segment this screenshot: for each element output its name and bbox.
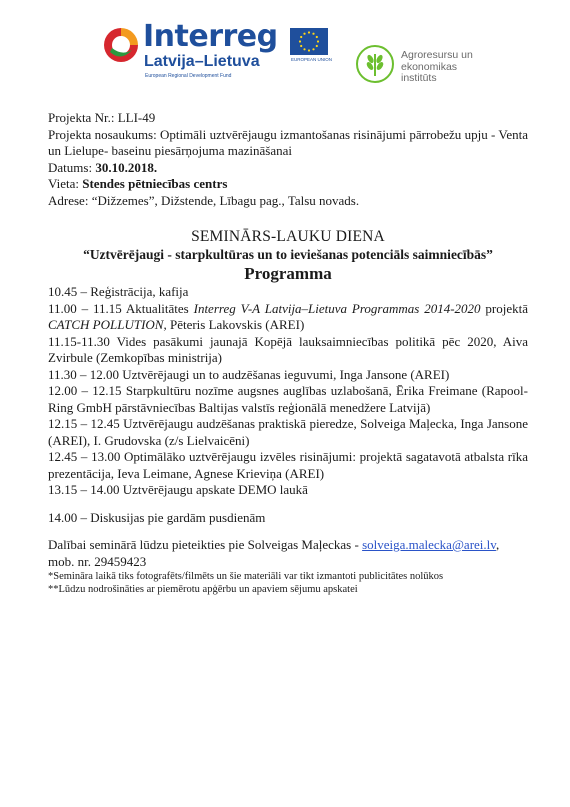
eu-flag-icon xyxy=(290,28,328,55)
arei-logo xyxy=(355,44,555,94)
interreg-fund: European Regional Development Fund xyxy=(145,73,232,79)
event-address: Adrese: “Dižzemes”, Dižstende, Lībagu pag., Talsu novads. xyxy=(48,192,360,208)
arei-name: Agroresursu un ekonomikas institūts xyxy=(401,49,473,84)
interreg-wordmark: Interreg xyxy=(143,19,278,54)
seminar-subtitle: “Uztvērējaugi - starpkultūras un to ieviešanas potenciāls saimniecībās” xyxy=(83,247,493,262)
photo-note: *Semināra laikā tiks fotografēts/filmēts un šie materiāli var tikt izmantoti publicitātes nolūkos xyxy=(48,571,444,582)
program-item: 12.45 – 13.00 Optimālāko uztvērējaugu izvēles risinājumi: projektā sagatavotā atbalsta rīka prezentācija, Ieva Leimane, Agnese Krieviņa (AREI) xyxy=(48,449,528,481)
program-item: 13.15 – 14.00 Uztvērējaugu apskate DEMO laukā xyxy=(48,482,308,497)
program-item: 12.15 – 12.45 Uztvērējaugu audzēšanas praktiskā pieredze, Solveiga Maļecka, Inga Jansone (AREI), I. Grudovska (z/s Lielvaicēni) xyxy=(48,416,528,448)
program-item: 11.00 – 11.15 Aktualitātes Interreg V-A Latvija–Lietuva Programmas 2014-2020 projektā CATCH POLLUTION, Pēteris Lakovskis (AREI) xyxy=(48,300,528,332)
program-item: 11.30 – 12.00 Uztvērējaugi un to audzēšanas ieguvumi, Inga Jansone (AREI) xyxy=(48,366,450,382)
project-number: Projekta Nr.: LLI-49 xyxy=(48,110,156,125)
program-item: 12.00 – 12.15 Starpkultūru nozīme augsnes auglības uzlabošanā, Ērika Freimane (Rapool-Ring GmbH pārstāvniecības Baltijas valstīs reģionālā menedžere Latvijā) xyxy=(48,383,528,415)
event-venue: Vieta: Stendes pētniecības centrs xyxy=(48,176,228,191)
wheat-icon xyxy=(355,44,395,84)
registration-contact: Dalībai seminārā lūdzu pieteikties pie Solveigas Maļeckas - solveiga.malecka@arei.lv, mob. nr. 29459423 xyxy=(48,537,500,569)
interreg-region: Latvija–Lietuva xyxy=(144,53,260,70)
event-date: Datums: 30.10.2018. xyxy=(48,159,158,175)
project-name: Projekta nosaukums: Optimāli uztvērējaugu izmantošanas risinājumi pārrobežu upju - Venta un Lielupe- baseinu piesārņojuma mazināšanai xyxy=(48,126,529,158)
page-header xyxy=(0,0,570,100)
project-info xyxy=(48,110,528,209)
eu-label: EUROPEAN UNION xyxy=(291,57,333,62)
program-list xyxy=(48,284,528,526)
program-heading: Programma xyxy=(244,264,332,283)
program-item: 10.45 – Reģistrācija, kafija xyxy=(48,284,189,299)
clothing-note: **Lūdzu nodrošināties ar piemērotu apģērbu un apaviem sējumu apskatei xyxy=(48,584,358,595)
interreg-swirl-icon xyxy=(100,24,142,66)
program-item: 11.15-11.30 Vides pasākumi jaunajā Kopējā lauksaimniecības politikā pēc 2020, Aiva Zvirbule (Zemkopības ministrija) xyxy=(48,333,528,365)
seminar-title: SEMINĀRS-LAUKU DIENA xyxy=(191,228,385,245)
email-link[interactable]: solveiga.malecka@arei.lv xyxy=(362,537,496,552)
program-item: 14.00 – Diskusijas pie gardām pusdienām xyxy=(48,509,266,525)
document-body xyxy=(48,110,528,596)
